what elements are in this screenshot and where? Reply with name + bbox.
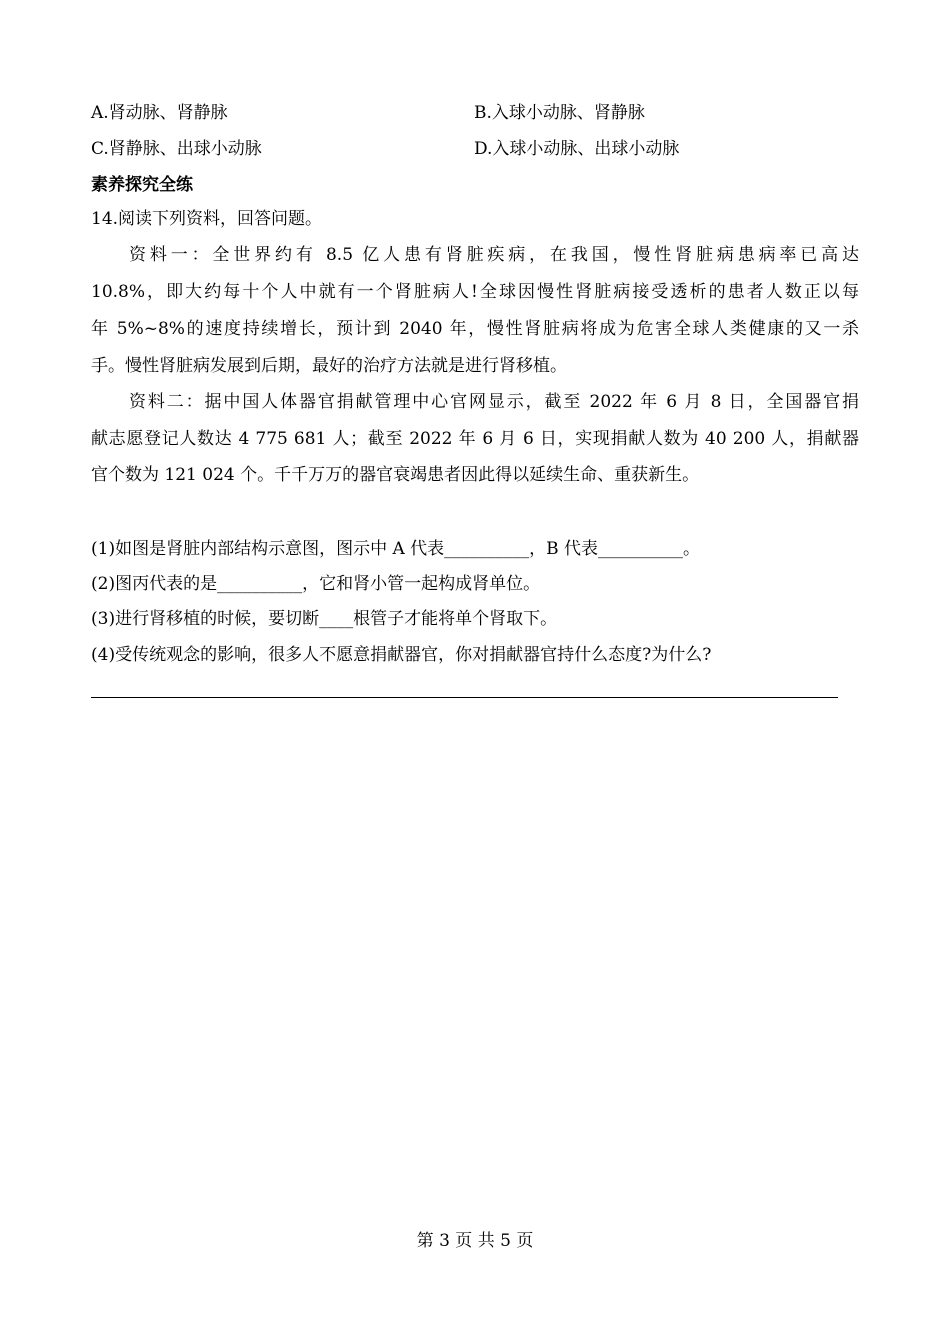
option-a: A.肾动脉、肾静脉 (91, 103, 228, 123)
option-c: C.肾静脉、出球小动脉 (91, 139, 262, 159)
material1-line2: 10.8%，即大约每十个人中就有一个肾脏病人!全球因慢性肾脏病接受透析的患者人数正以每 (91, 282, 859, 302)
material1-line3: 年 5%~8%的速度持续增长，预计到 2040 年，慢性肾脏病将成为危害全球人类健康的又一杀 (91, 319, 859, 339)
sub-question-2: (2)图丙代表的是__________，它和肾小管一起构成肾单位。 (91, 574, 541, 594)
sub-question-4: (4)受传统观念的影响，很多人不愿意捐献器官，你对捐献器官持什么态度?为什么? (91, 645, 712, 665)
option-d: D.入球小动脉、出球小动脉 (474, 139, 680, 159)
option-b: B.入球小动脉、肾静脉 (474, 103, 645, 123)
material2-line1: 资料二：据中国人体器官捐献管理中心官网显示，截至 2022 年 6 月 8 日，全国器官捐 (129, 392, 859, 412)
section-title: 素养探究全练 (91, 175, 193, 195)
page-footer: 第 3 页 共 5 页 (416, 1231, 534, 1251)
material1-line1: 资料一：全世界约有 8.5 亿人患有肾脏疾病，在我国，慢性肾脏病患病率已高达 (129, 245, 859, 265)
sub-question-3: (3)进行肾移植的时候，要切断____根管子才能将单个肾取下。 (91, 609, 558, 629)
sub-question-1: (1)如图是肾脏内部结构示意图，图示中 A 代表__________，B 代表__________。 (91, 539, 701, 559)
question-stem: 14.阅读下列资料，回答问题。 (91, 209, 323, 229)
material2-line3: 官个数为 121 024 个。千千万万的器官衰竭患者因此得以延续生命、重获新生。 (91, 465, 700, 485)
answer-line (91, 697, 838, 698)
material2-line2: 献志愿登记人数达 4 775 681 人；截至 2022 年 6 月 6 日，实现捐献人数为 40 200 人，捐献器 (91, 429, 859, 449)
material1-line4: 手。慢性肾脏病发展到后期，最好的治疗方法就是进行肾移植。 (91, 356, 567, 376)
